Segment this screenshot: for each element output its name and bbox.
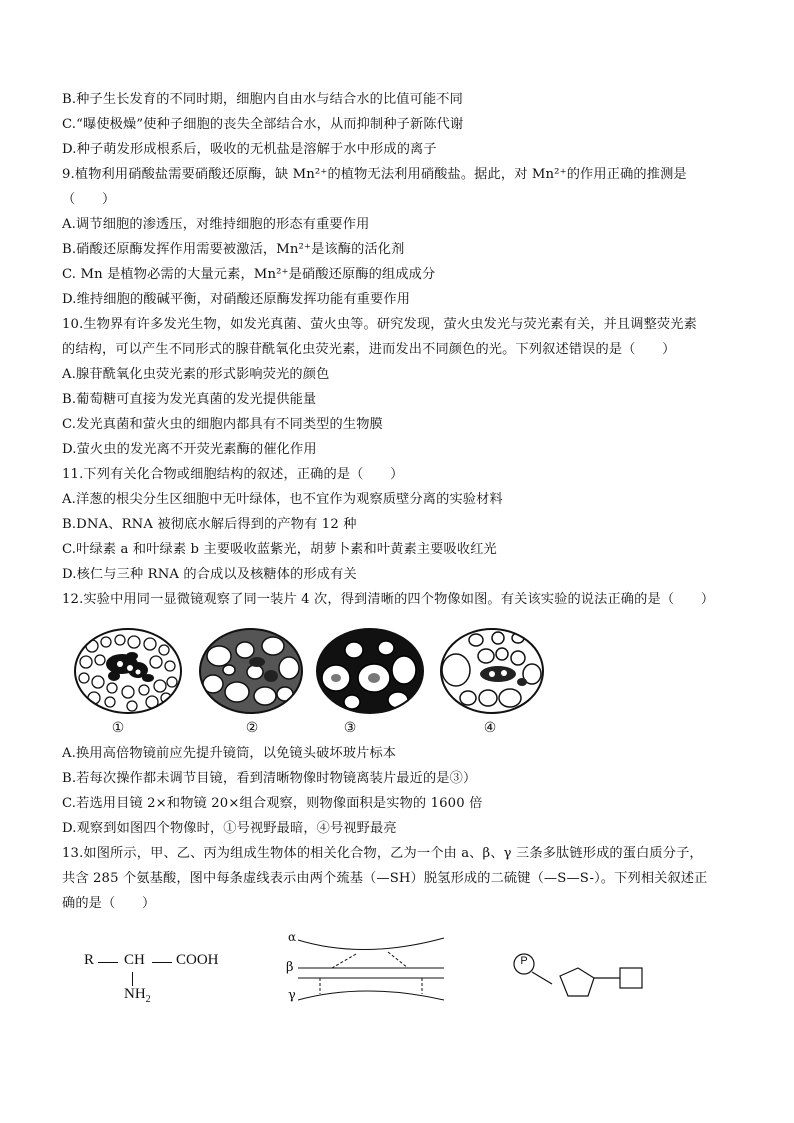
phosphate-label: P [520,955,528,967]
chain-label-gamma: γ [288,988,296,1003]
figure-label-2: ② [245,720,259,736]
question-10-stem-2: 的结构，可以产生不同形式的腺苷酰氧化虫荧光素，进而发出不同颜色的光。下列叙述错误的是（ ） [62,342,676,357]
option-8d: D.种子萌发形成根系后，吸收的无机盐是溶解于水中形成的离子 [62,142,437,157]
microscope-view-4 [438,626,546,716]
amino-acid-structure [84,952,234,1012]
microscope-view-2 [197,626,305,716]
question-13-stem-3: 确的是（ ） [62,896,156,911]
option-9b: B.硝酸还原酶发挥作用需要被激活，Mn²⁺是该酶的活化剂 [62,242,405,257]
option-9d: D.维持细胞的酸碱平衡，对硝酸还原酶发挥功能有重要作用 [62,292,411,307]
option-11b: B.DNA、RNA 被彻底水解后得到的产物有 12 种 [62,517,357,532]
option-11c: C.叶绿素 a 和叶绿素 b 主要吸收蓝紫光，胡萝卜素和叶黄素主要吸收红光 [62,542,497,557]
amino-nh2: $NH_2$ [124,986,151,1005]
nucleotide-diagram [512,950,652,1006]
option-9a: A.调节细胞的渗透压，对维持细胞的形态有重要作用 [62,217,370,232]
option-12d: D.观察到如图四个物像时，①号视野最暗，④号视野最亮 [62,821,397,836]
amino-bond-left [98,962,118,963]
question-13-stem-1: 13.如图所示，甲、乙、丙为组成生物体的相关化合物，乙为一个由 a、β、γ 三条多肽链形成的蛋白质分子， [62,846,703,861]
option-8b: B.种子生长发育的不同时期，细胞内自由水与结合水的比值可能不同 [62,92,463,107]
option-10c: C.发光真菌和萤火虫的细胞内都具有不同类型的生物膜 [62,417,383,432]
option-10a: A.腺苷酰氧化虫荧光素的形式影响荧光的颜色 [62,367,330,382]
option-10b: B.葡萄糖可直接为发光真菌的发光提供能量 [62,392,317,407]
microscope-view-3 [314,626,426,716]
amino-cooh: COOH [176,952,219,968]
option-12c: C.若选用目镜 2×和物镜 20×组合观察，则物像面积是实物的 1600 倍 [62,796,483,811]
option-8c: C.“曝使极燥”使种子细胞的丧失全部结合水，从而抑制种子新陈代谢 [62,117,464,132]
question-10-stem-1: 10.生物界有许多发光生物，如发光真菌、萤火虫等。研究发现，萤火虫发光与荧光素有关，并且调整荧光素 [62,317,697,332]
question-11-stem: 11.下列有关化合物或细胞结构的叙述，正确的是（ ） [62,467,404,482]
option-11a: A.洋葱的根尖分生区细胞中无叶绿体，也不宜作为观察质壁分离的实验材料 [62,492,503,507]
protein-chains-diagram [284,930,454,1006]
option-11d: D.核仁与三种 RNA 的合成以及核糖体的形成有关 [62,567,357,582]
figure-label-4: ④ [483,720,497,736]
option-12a: A.换用高倍物镜前应先提升镜筒，以免镜头破坏玻片标本 [62,746,397,761]
question-9-bracket: （ ） [62,192,116,207]
chain-label-alpha: α [288,930,297,944]
amino-ch: CH [124,952,145,968]
amino-r-group: R [84,952,95,968]
chain-label-beta: β [286,960,294,975]
question-12-stem: 12.实验中用同一显微镜观察了同一装片 4 次，得到清晰的四个物像如图。有关该实验的说法正确的是（ ） [62,592,715,607]
option-12b: B.若每次操作都未调节目镜，看到清晰物像时物镜离装片最近的是③） [62,771,477,786]
figure-label-3: ③ [343,720,357,736]
question-13-stem-2: 共含 285 个氨基酸，图中每条虚线表示由两个巯基（—SH）脱氢形成的二硫键（—S—S-）。下列相关叙述正 [62,871,708,886]
figure-label-1: ① [111,720,125,736]
amino-bond-down [132,972,133,986]
microscope-view-1 [72,626,184,716]
option-10d: D.萤火虫的发光离不开荧光素酶的催化作用 [62,442,317,457]
amino-bond-right [152,962,172,963]
question-9-stem: 9.植物利用硝酸盐需要硝酸还原酶，缺 Mn²⁺的植物无法利用硝酸盐。据此，对 Mn²⁺的作用正确的推测是 [62,167,687,182]
option-9c: C. Mn 是植物必需的大量元素，Mn²⁺是硝酸还原酶的组成成分 [62,267,436,282]
